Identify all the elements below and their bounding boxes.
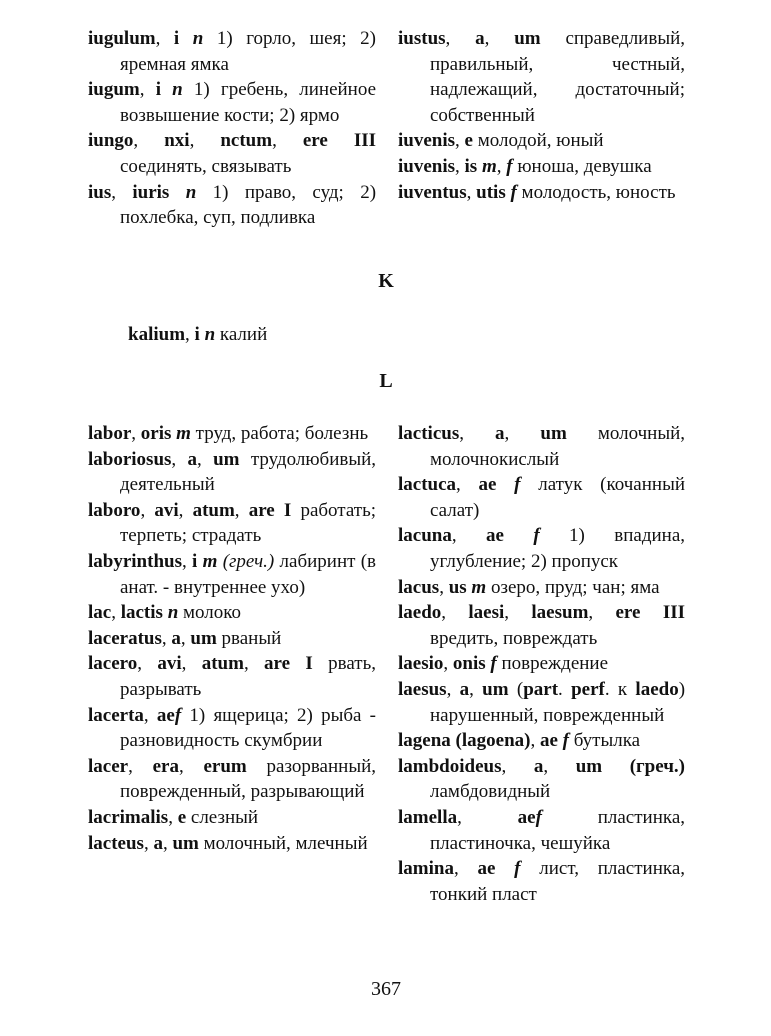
entry-text: ,: [441, 602, 469, 624]
headword-part: e: [177, 806, 187, 828]
entry-text: [504, 525, 533, 546]
entry-text: ,: [446, 678, 460, 700]
dictionary-entry: [398, 26, 685, 128]
entry-text: ,: [155, 28, 174, 49]
headword-part: um: [190, 627, 217, 649]
headword-part: iugulum: [88, 28, 156, 49]
dictionary-entry: [398, 856, 685, 907]
dictionary-entry: [88, 447, 376, 498]
headword-part: atum: [192, 499, 235, 521]
entry-text: [495, 858, 514, 879]
headword-part: a: [153, 832, 163, 854]
dictionary-entry: [88, 754, 376, 805]
entry-text: молодость, юность: [516, 181, 676, 203]
entry-text: [179, 28, 193, 49]
entry-text: вредить, повреждать: [430, 627, 598, 649]
headword-part: laesi: [468, 602, 505, 624]
entry-text: ,: [455, 155, 465, 177]
entry-text: ,: [588, 602, 616, 624]
gender-mark: f: [510, 181, 517, 203]
headword-part: labor: [88, 423, 132, 444]
gender-mark: f: [514, 858, 521, 880]
entry-text: ,: [243, 653, 265, 675]
entry-text: молочный, молочнокислый: [430, 423, 686, 470]
headword-part: iugum: [88, 79, 140, 101]
entry-text: ,: [178, 499, 193, 521]
gender-mark: f: [533, 525, 540, 547]
dictionary-entry: [398, 805, 685, 856]
entry-text: (: [508, 678, 524, 700]
gender-mark: f: [514, 474, 521, 496]
entry-text: [602, 756, 630, 777]
gender-mark: m: [176, 423, 191, 444]
dictionary-entry: [88, 831, 376, 857]
headword-part: e: [464, 130, 473, 152]
dictionary-entry: [398, 128, 685, 154]
headword-part: um: [172, 832, 199, 854]
headword-part: um: [514, 28, 541, 49]
entry-text: ,: [451, 525, 486, 547]
headword-part: (греч.): [629, 755, 685, 777]
dictionary-entry: [88, 703, 376, 754]
headword-part: lacus: [398, 576, 440, 598]
headword-part: laesus: [398, 678, 447, 700]
headword-part: a: [475, 28, 485, 49]
headword-part: laceratus: [88, 627, 162, 649]
entry-text: ,: [496, 155, 507, 177]
entry-text: ,: [185, 324, 195, 345]
entry-text: соединять, связывать: [120, 155, 292, 177]
dictionary-entry: [88, 651, 376, 702]
headword-part: is: [464, 155, 478, 177]
dictionary-entry: [398, 421, 685, 472]
headword-part: us: [448, 576, 467, 598]
entry-text: ,: [111, 602, 121, 624]
column-l-right: [398, 421, 685, 907]
headword-part: avi: [157, 653, 182, 675]
headword-part: era: [152, 755, 179, 777]
headword-part: a: [171, 627, 181, 649]
entry-text: ,: [189, 130, 221, 152]
entry-text: ,: [455, 130, 465, 152]
entry-text: трудолюбивый, деятельный: [120, 448, 377, 496]
entry-text: ,: [469, 678, 483, 700]
gender-mark: n: [185, 181, 197, 203]
entry-text: ,: [171, 448, 188, 470]
headword-part: oris: [140, 423, 172, 444]
headword-part: lamella: [398, 806, 458, 828]
entry-text: рвать, разрывать: [120, 653, 377, 700]
dictionary-entry: [88, 626, 376, 652]
headword-part: iuventus: [398, 181, 467, 203]
dictionary-entry: [88, 421, 376, 447]
entry-text: лабиринт (в анат. - внутреннее ухо): [120, 550, 377, 598]
entry-text: ,: [459, 423, 496, 444]
entry-text: ,: [197, 448, 214, 470]
headword-part: ius: [88, 181, 112, 203]
entry-text: ,: [453, 858, 478, 880]
column-i-right: [398, 26, 685, 205]
dictionary-entry: [398, 754, 685, 805]
headword-part: iuvenis: [398, 130, 456, 152]
entry-text: . к: [604, 678, 636, 700]
entry-text: 1) право, суд; 2) похлебка, суп, подливка: [120, 181, 377, 229]
entry-text: ,: [133, 130, 165, 152]
headword-part: utis: [476, 181, 506, 203]
headword-part: i: [155, 79, 161, 101]
headword-part: avi: [154, 499, 179, 521]
entry-text: ,: [234, 499, 249, 521]
headword-part: lacuna: [398, 525, 452, 547]
entry-text: пластинка, пластиночка, чешуйка: [430, 806, 685, 854]
headword-part: a: [459, 678, 470, 700]
entry-text: ,: [180, 627, 191, 649]
headword-part: onis: [452, 653, 486, 675]
dictionary-entry: [88, 549, 376, 600]
entry-text: 1) ящерица; 2) рыба - разновидность скумбрии: [120, 704, 376, 752]
entry-text: ,: [137, 653, 158, 675]
entry-text: ,: [181, 653, 202, 675]
entry-text: ,: [484, 28, 515, 49]
headword-part: are I: [264, 653, 313, 675]
entry-text: ,: [456, 474, 479, 496]
headword-part: are I: [248, 499, 292, 521]
headword-part: i: [173, 28, 180, 49]
dictionary-entry: [398, 180, 685, 206]
headword-part: a: [495, 423, 505, 444]
entry-text: молоко: [178, 602, 242, 624]
headword-part: um: [575, 755, 603, 777]
gender-mark: n: [172, 79, 183, 101]
dictionary-entry: [398, 600, 685, 651]
gender-mark: m: [202, 550, 218, 572]
entry-text: разорванный, поврежденный, разрывающий: [120, 755, 377, 803]
entry-text: рваный: [216, 627, 282, 649]
dictionary-entry: [398, 472, 685, 523]
headword-part: i: [192, 550, 198, 572]
gender-mark: m: [471, 576, 487, 598]
entry-text: ,: [457, 806, 518, 828]
headword-part: a: [533, 755, 544, 777]
headword-part: ae: [156, 704, 175, 726]
headword-part: erum: [203, 755, 247, 777]
headword-part: a: [187, 448, 198, 470]
headword-part: lactuca: [398, 474, 457, 496]
dictionary-entry: [398, 651, 685, 677]
dictionary-entry: [398, 677, 685, 728]
headword-part: laedo: [635, 678, 679, 700]
gender-mark: f: [535, 806, 542, 828]
section-letter-k: K: [378, 270, 394, 292]
headword-part: ere III: [302, 130, 377, 152]
entry-text: ,: [140, 499, 155, 521]
entry-text: ,: [128, 755, 153, 777]
entry-text: ,: [445, 28, 476, 49]
entry-text: ) нарушенный, поврежденный: [430, 678, 686, 726]
section-letter-l: L: [379, 370, 393, 392]
entry-text: молодой, юный: [472, 130, 604, 152]
headword-part: um: [482, 678, 509, 700]
entry-text: работать; терпеть; страдать: [120, 499, 377, 547]
headword-part: iustus: [398, 28, 446, 49]
entry-text: 1) горло, шея; 2) яремная ямка: [120, 28, 377, 75]
entry-text: ,: [168, 806, 178, 828]
entry-text: справедливый, правильный, честный, надлежащий, достаточный; собственный: [430, 28, 686, 126]
headword-part: laboriosus: [88, 448, 172, 470]
column-l-left: [88, 421, 376, 856]
headword-part: nctum: [220, 130, 273, 152]
gender-mark: n: [192, 28, 204, 49]
entry-text: юноша, девушка: [512, 155, 652, 177]
headword-part: ae: [486, 525, 504, 547]
headword-part: iungo: [88, 130, 134, 152]
headword-part: lactis: [120, 602, 163, 624]
entry-text: слезный: [186, 806, 259, 828]
entry-text: ,: [143, 832, 154, 854]
headword-part: laboro: [88, 499, 141, 521]
headword-part: lambdoideus: [398, 755, 502, 777]
entry-text: лист, пластинка, тонкий пласт: [430, 858, 686, 905]
entry-text: ,: [272, 130, 303, 152]
dictionary-entry: [88, 26, 376, 77]
headword-part: perf: [571, 678, 605, 700]
headword-part: ae: [517, 806, 536, 828]
entry-text: ,: [466, 181, 477, 203]
entry-text: ,: [504, 602, 532, 624]
entry-text: ,: [178, 755, 204, 777]
entry-text: ,: [443, 653, 453, 675]
headword-part: lac: [88, 602, 112, 624]
entry-text: 1) гребень, линейное возвышение кости; 2) ярмо: [120, 79, 377, 126]
dictionary-entry-kalium: [128, 322, 267, 348]
entry-text: [161, 79, 172, 100]
headword-part: ae: [477, 858, 496, 880]
headword-part: i: [194, 324, 200, 345]
dictionary-entry: [398, 575, 685, 601]
entry-text: ламбдовидный: [430, 781, 551, 803]
entry-text: 1) впадина, углубление; 2) пропуск: [430, 525, 686, 572]
entry-text: ,: [139, 79, 156, 101]
entry-text: ,: [162, 832, 173, 854]
entry-text: бутылка: [568, 730, 641, 752]
dictionary-entry: [88, 805, 376, 831]
dictionary-entry: [398, 523, 685, 574]
entry-text: [169, 182, 185, 203]
entry-text: .: [558, 678, 572, 700]
page-number: 367: [371, 978, 401, 1000]
headword-part: part: [523, 678, 559, 700]
headword-part: lagena (lagoena): [398, 730, 531, 752]
headword-part: ae: [539, 730, 558, 752]
entry-text: ,: [543, 755, 576, 777]
headword-part: lacticus: [398, 423, 460, 444]
entry-text: ,: [504, 423, 541, 444]
dictionary-entry: [88, 498, 376, 549]
entry-text: калий: [215, 324, 268, 345]
entry-text: ,: [131, 423, 141, 444]
entry-text: ,: [143, 704, 157, 726]
headword-part: um: [540, 423, 567, 444]
headword-part: um: [213, 448, 240, 470]
headword-part: laedo: [398, 602, 442, 624]
headword-part: iuvenis: [398, 155, 456, 177]
headword-part: kalium: [128, 324, 186, 345]
entry-text: повреждение: [496, 653, 609, 675]
note-italic: (греч.): [222, 550, 275, 572]
dictionary-entry: [88, 128, 376, 179]
gender-mark: n: [167, 602, 179, 624]
headword-part: lacerta: [88, 704, 144, 726]
gender-mark: f: [562, 730, 569, 752]
gender-mark: f: [490, 653, 497, 675]
entry-text: ,: [501, 755, 534, 777]
dictionary-entry: [398, 728, 685, 754]
entry-text: ,: [530, 730, 540, 752]
headword-part: nxi: [164, 130, 190, 152]
dictionary-entry: [88, 600, 376, 626]
entry-text: озеро, пруд; чан; яма: [486, 576, 660, 598]
headword-part: lacrimalis: [88, 806, 169, 828]
headword-part: lacteus: [88, 832, 144, 854]
dictionary-entry: [88, 77, 376, 128]
column-i-left: [88, 26, 376, 231]
entry-text: [496, 474, 514, 495]
entry-text: труд, работа; болезнь: [190, 423, 369, 444]
gender-mark: f: [174, 704, 182, 726]
headword-part: ere III: [615, 602, 685, 624]
headword-part: laesio: [398, 653, 444, 675]
gender-mark: n: [204, 324, 216, 345]
headword-part: atum: [201, 653, 244, 675]
gender-mark: f: [506, 155, 513, 177]
headword-part: lacer: [88, 755, 129, 777]
headword-part: lamina: [398, 858, 454, 880]
headword-part: iuris: [132, 181, 170, 203]
entry-text: ,: [439, 576, 449, 598]
headword-part: lacero: [88, 653, 138, 675]
entry-text: латук (кочанный салат): [430, 474, 685, 521]
dictionary-entry: [88, 180, 376, 231]
headword-part: laesum: [531, 602, 589, 624]
headword-part: ae: [478, 474, 497, 496]
dictionary-entry: [398, 154, 685, 180]
entry-text: ,: [111, 181, 133, 203]
entry-text: ,: [161, 627, 172, 649]
entry-text: ,: [181, 550, 193, 572]
headword-part: labyrinthus: [88, 550, 182, 572]
entry-text: молочный, млечный: [198, 832, 368, 854]
gender-mark: m: [481, 155, 497, 177]
